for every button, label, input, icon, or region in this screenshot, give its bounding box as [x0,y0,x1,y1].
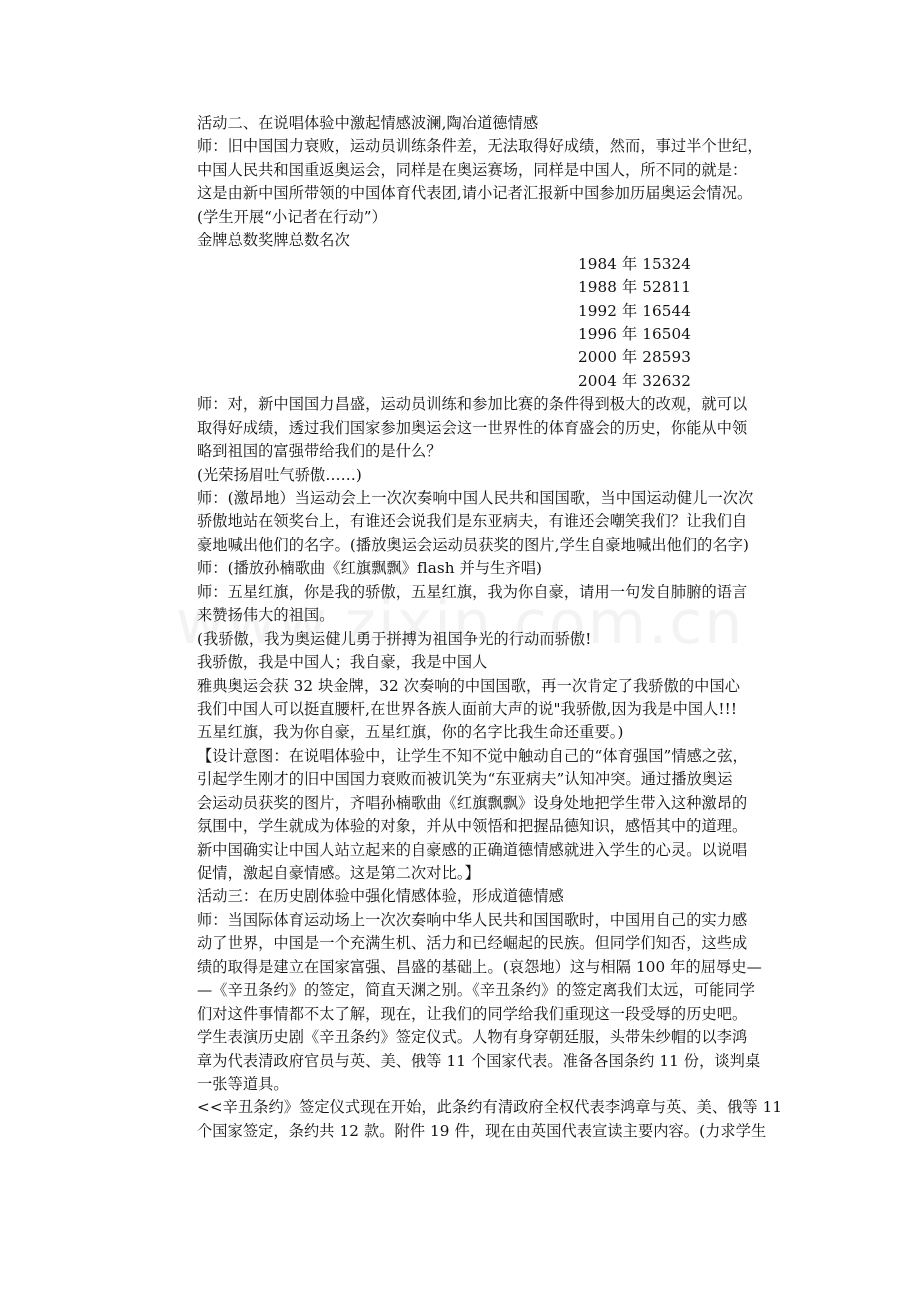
text-line: 师：五星红旗，你是我的骄傲，五星红旗，我为你自豪，请用一句发自肺腑的语言 [197,582,748,601]
text-line: 骄傲地站在领奖台上，有谁还会说我们是东亚病夫，有谁还会嘲笑我们？让我们自 [197,512,748,531]
text-line: 个国家签定，条约共 12 款。附件 19 件，现在由英国代表宣读主要内容。(力求学生 [197,1121,767,1140]
text-line: 【设计意图：在说唱体验中，让学生不知不觉中触动自己的“体育强国”情感之弦， [197,746,748,765]
year-row: 1992 年 16544 [578,301,692,320]
text-line: 绩的取得是建立在国家富强、昌盛的基础上。(哀怨地）这与相隔 100 年的屈辱史— [197,957,762,976]
document-body [197,112,797,1143]
text-line: 金牌总数奖牌总数名次 [197,231,350,250]
text-line: 动了世界，中国是一个充满生机、活力和已经崛起的民族。但同学们知否，这些成 [197,934,748,953]
text-line: 们对这件事情都不太了解，现在，让我们的同学给我们重现这一段受辱的历史吧。 [197,1004,748,1023]
text-line: 师：(播放孙楠歌曲《红旗飘飘》flash 并与生齐唱) [197,559,543,578]
text-line: 引起学生刚才的旧中国国力衰败而被讥笑为“东亚病夫”认知冲突。通过播放奥运 [197,770,733,789]
text-line: 我骄傲，我是中国人；我自豪，我是中国人 [197,653,488,672]
text-line: 章为代表清政府官员与英、美、俄等 11 个国家代表。准备各国条约 11 份，谈判桌 [197,1051,761,1070]
text-line: (学生开展“小记者在行动”） [197,207,387,226]
text-line: 中国人民共和国重返奥运会，同样是在奥运赛场，同样是中国人，所不同的就是： [197,160,748,179]
text-line: 师：对，新中国国力昌盛，运动员训练和参加比赛的条件得到极大的改观，就可以 [197,395,748,414]
text-line: 新中国确实让中国人站立起来的自豪感的正确道德情感就进入学生的心灵。以说唱 [197,840,748,859]
text-line: 这是由新中国所带领的中国体育代表团,请小记者汇报新中国参加历届奥运会情况。 [197,184,753,203]
text-line: 会运动员获奖的图片，齐唱孙楠歌曲《红旗飘飘》设身处地把学生带入这种激昂的 [197,793,748,812]
text-line: 师：旧中国国力衰败，运动员训练条件差，无法取得好成绩，然而，事过半个世纪， [197,137,763,156]
year-row: 1996 年 16504 [578,324,692,343]
text-line: 师：(激昂地）当运动会上一次次奏响中国人民共和国国歌，当中国运动健儿一次次 [197,489,754,507]
text-line: (我骄傲，我为奥运健儿勇于拼搏为祖国争光的行动而骄傲! [197,629,592,648]
text-line: 豪地喊出他们的名字。(播放奥运会运动员获奖的图片,学生自豪地喊出他们的名字) [197,535,750,554]
text-line: 学生表演历史剧《辛丑条约》签定仪式。人物有身穿朝廷服，头带朱纱帽的以李鸿 [197,1028,748,1047]
text-line: 促情，激起自豪情感。这是第二次对比。】 [197,864,480,882]
text-line: 雅典奥运会获 32 块金牌，32 次奏响的中国国歌，再一次肯定了我骄傲的中国心 [197,676,741,695]
text-line: 活动三：在历史剧体验中强化情感体验，形成道德情感 [197,887,564,906]
text-line: 我们中国人可以挺直腰杆,在世界各族人面前大声的说"我骄傲,因为我是中国人!!! [197,699,738,718]
text-line: 来赞扬伟大的祖国。 [197,606,335,625]
year-row: 2000 年 28593 [578,348,692,367]
text-line: (光荣扬眉吐气骄傲……) [197,465,362,484]
text-line: 略到祖国的富强带给我们的是什么？ [197,442,442,461]
text-line: 一张等道具。 [197,1074,289,1093]
year-row: 1984 年 15324 [578,254,692,273]
text-line: 取得好成绩，透过我们国家参加奥运会这一世界性的体育盛会的历史，你能从中领 [197,418,748,437]
text-line: <<辛丑条约》签定仪式现在开始，此条约有清政府全权代表李鸿章与英、美、俄等 11 [197,1098,783,1117]
text-line: 五星红旗，我为你自豪，五星红旗，你的名字比我生命还重要。) [197,723,624,742]
text-line: —《辛丑条约》的签定，简直天渊之别。《辛丑条约》的签定离我们太远，可能同学 [197,981,756,1000]
text-line: 活动二、在说唱体验中激起情感波澜,陶冶道德情感 [197,114,539,132]
text-line: 师：当国际体育运动场上一次次奏响中华人民共和国国歌时，中国用自己的实力感 [197,910,748,929]
year-row: 2004 年 32632 [578,371,692,390]
text-line: 氛围中，学生就成为体验的对象，并从中领悟和把握品德知识，感悟其中的道理。 [197,817,748,836]
year-row: 1988 年 52811 [578,278,692,297]
